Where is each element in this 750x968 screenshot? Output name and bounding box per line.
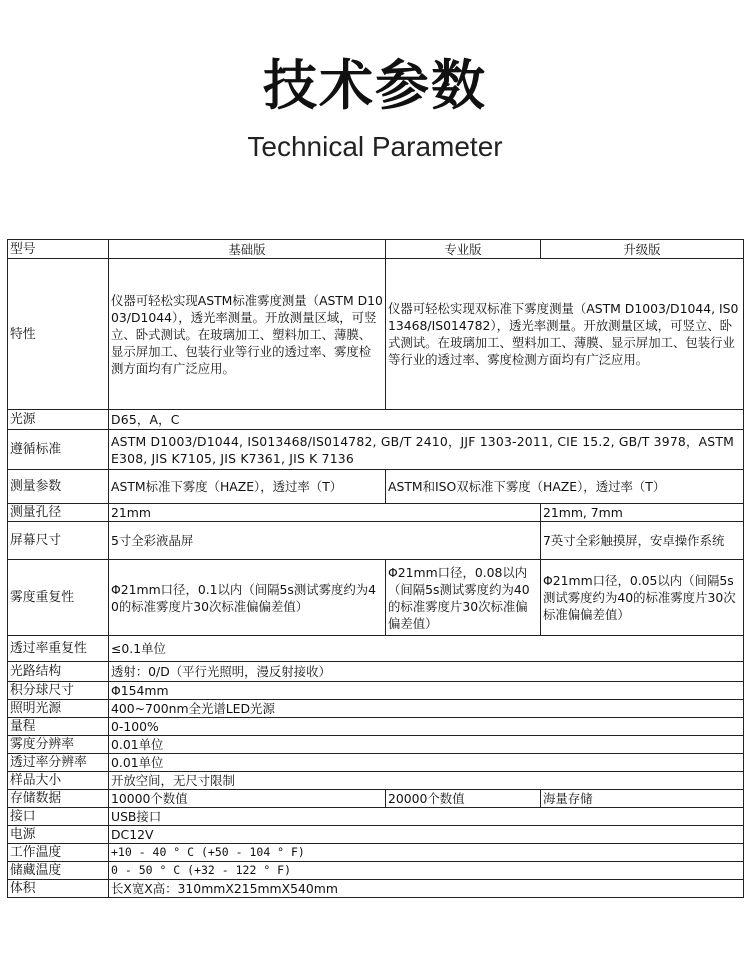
features-basic: 仪器可轻松实现ASTM标准雾度测量（ASTM D1003/D1044），透光率测量。开放测量区域，可竖立、卧式测试。在玻璃加工、塑料加工、薄膜、显示屏加工、包装行业等行业的透过率、雾度检测方面均有广泛应用。 xyxy=(109,259,386,410)
row-label-volume: 体积 xyxy=(8,880,109,898)
column-header-basic: 基础版 xyxy=(109,240,386,259)
haze-repeat-basic: Φ21mm口径，0.1以内（间隔5s测试雾度约为40的标准雾度片30次标准偏偏差值） xyxy=(109,560,386,636)
row-label-illumination: 照明光源 xyxy=(8,700,109,718)
row-label-interface: 接口 xyxy=(8,808,109,826)
table-row-trans-repeat xyxy=(8,636,744,662)
table-row-trans-res xyxy=(8,754,744,772)
trans-repeat-value: ≤0.1单位 xyxy=(109,636,744,662)
sample-size-value: 开放空间，无尺寸限制 xyxy=(109,772,744,790)
row-label-aperture: 测量孔径 xyxy=(8,504,109,522)
standards-value: ASTM D1003/D1044, IS013468/IS014782, GB/T 2410，JJF 1303-2011, CIE 15.2, GB/T 3978，ASTM E308, JIS K7105, JIS K7361, JIS K 7136 xyxy=(109,430,744,470)
range-value: 0-100% xyxy=(109,718,744,736)
row-label-haze-res: 雾度分辨率 xyxy=(8,736,109,754)
row-label-light-source: 光源 xyxy=(8,410,109,430)
row-label-storage-temp: 储藏温度 xyxy=(8,862,109,880)
storage-basic: 10000个数值 xyxy=(109,790,386,808)
row-label-range: 量程 xyxy=(8,718,109,736)
row-label-model: 型号 xyxy=(8,240,109,259)
aperture-upgrade: 21mm, 7mm xyxy=(541,504,744,522)
optics-value: 透射：0/D（平行光照明，漫反射接收） xyxy=(109,662,744,682)
table-row-storage xyxy=(8,790,744,808)
table-row-haze-res xyxy=(8,736,744,754)
page-subtitle: Technical Parameter xyxy=(247,131,503,162)
params-pro-upgrade: ASTM和ISO双标准下雾度（HAZE），透过率（T） xyxy=(386,470,744,504)
table-row-sample-size xyxy=(8,772,744,790)
table-row-power xyxy=(8,826,744,844)
haze-repeat-upgrade: Φ21mm口径，0.05以内（间隔5s测试雾度约为40的标准雾度片30次标准偏偏差值） xyxy=(541,560,744,636)
table-row-aperture xyxy=(8,504,744,522)
illumination-value: 400~700nm全光谱LED光源 xyxy=(109,700,744,718)
volume-value: 长X宽X高：310mmX215mmX540mm xyxy=(109,880,744,898)
haze-repeat-pro: Φ21mm口径，0.08以内（间隔5s测试雾度约为40的标准雾度片30次标准偏偏差值） xyxy=(386,560,541,636)
table-row-haze-repeat xyxy=(8,560,744,636)
table-row-storage-temp xyxy=(8,862,744,880)
row-label-power: 电源 xyxy=(8,826,109,844)
row-label-storage: 存储数据 xyxy=(8,790,109,808)
spec-table xyxy=(7,239,744,898)
table-row-model xyxy=(8,240,744,259)
interface-value: USB接口 xyxy=(109,808,744,826)
row-label-standards: 遵循标准 xyxy=(8,430,109,470)
table-row-features xyxy=(8,259,744,410)
light-source-value: D65，A，C xyxy=(109,410,744,430)
table-row-sphere xyxy=(8,682,744,700)
row-label-trans-res: 透过率分辨率 xyxy=(8,754,109,772)
column-header-upgrade: 升级版 xyxy=(541,240,744,259)
power-value: DC12V xyxy=(109,826,744,844)
table-row-standards xyxy=(8,430,744,470)
screen-upgrade: 7英寸全彩触摸屏，安卓操作系统 xyxy=(541,522,744,560)
screen-basic-pro: 5寸全彩液晶屏 xyxy=(109,522,541,560)
table-row-interface xyxy=(8,808,744,826)
storage-upgrade: 海量存储 xyxy=(541,790,744,808)
table-row-volume xyxy=(8,880,744,898)
row-label-params: 测量参数 xyxy=(8,470,109,504)
row-label-op-temp: 工作温度 xyxy=(8,844,109,862)
row-label-screen: 屏幕尺寸 xyxy=(8,522,109,560)
row-label-features: 特性 xyxy=(8,259,109,410)
table-row-illumination xyxy=(8,700,744,718)
storage-pro: 20000个数值 xyxy=(386,790,541,808)
row-label-optics: 光路结构 xyxy=(8,662,109,682)
features-pro-upgrade: 仪器可轻松实现双标准下雾度测量（ASTM D1003/D1044, IS013468/IS014782），透光率测量。开放测量区域，可竖立、卧式测试。在玻璃加工、塑料加工、薄膜、显示屏加工、包装行业等行业的透过率、雾度检测方面均有广泛应用。 xyxy=(386,259,744,410)
row-label-sphere: 积分球尺寸 xyxy=(8,682,109,700)
column-header-pro: 专业版 xyxy=(386,240,541,259)
params-basic: ASTM标准下雾度（HAZE），透过率（T） xyxy=(109,470,386,504)
table-row-screen xyxy=(8,522,744,560)
table-row-range xyxy=(8,718,744,736)
sphere-value: Φ154mm xyxy=(109,682,744,700)
page-title: 技术参数 xyxy=(263,54,487,117)
haze-res-value: 0.01单位 xyxy=(109,736,744,754)
table-row-optics xyxy=(8,662,744,682)
storage-temp-value: 0 - 50 ° C (+32 - 122 ° F) xyxy=(109,862,744,880)
trans-res-value: 0.01单位 xyxy=(109,754,744,772)
table-row-params xyxy=(8,470,744,504)
row-label-trans-repeat: 透过率重复性 xyxy=(8,636,109,662)
row-label-haze-repeat: 雾度重复性 xyxy=(8,560,109,636)
aperture-basic-pro: 21mm xyxy=(109,504,541,522)
row-label-sample-size: 样品大小 xyxy=(8,772,109,790)
table-row-light-source xyxy=(8,410,744,430)
table-row-op-temp xyxy=(8,844,744,862)
op-temp-value: +10 - 40 ° C (+50 - 104 ° F) xyxy=(109,844,744,862)
